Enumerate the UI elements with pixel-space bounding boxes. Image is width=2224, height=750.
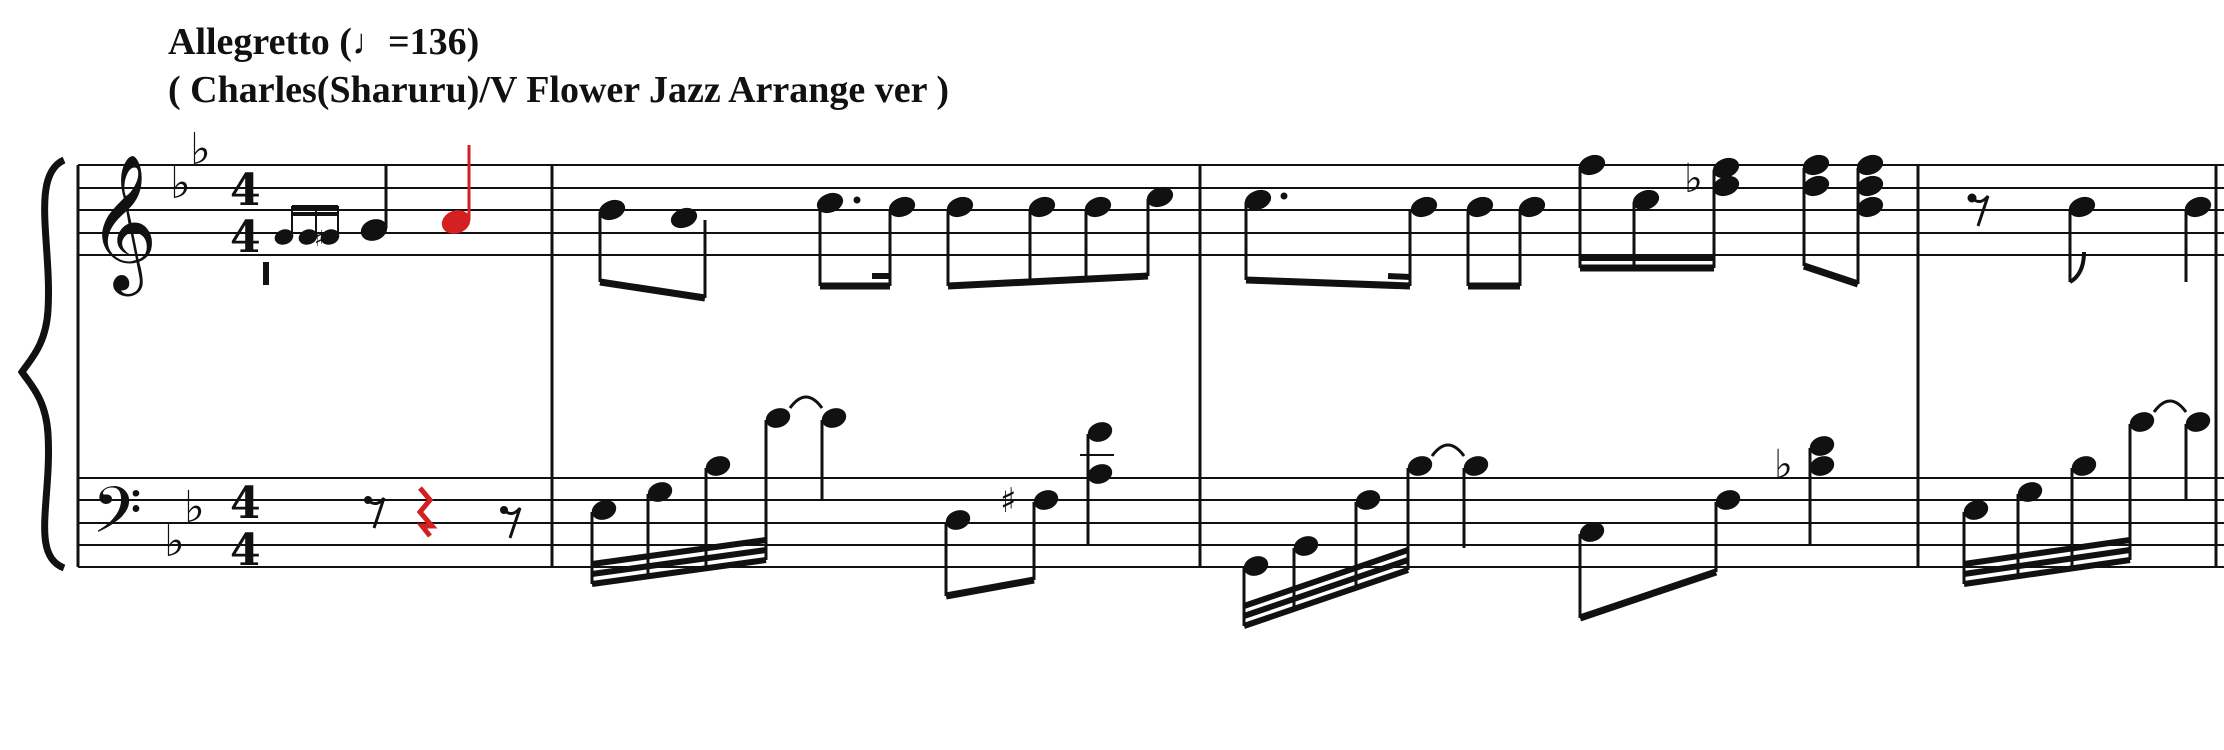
time-signature-bottom: 4	[230, 212, 261, 263]
tempo-open: (	[339, 21, 352, 63]
flat-icon: ♭	[1684, 156, 1703, 202]
measure-2-treble	[597, 184, 1176, 298]
time-signature-bottom: 4	[230, 525, 261, 576]
quarter-rest-icon	[420, 488, 432, 536]
treble-clef-icon: 𝄞	[88, 152, 158, 290]
tempo-word: Allegretto	[168, 21, 330, 63]
flat-icon: ♭	[1774, 442, 1793, 488]
flat-icon: ♭	[170, 158, 191, 209]
treble-key-signature	[170, 124, 211, 209]
grand-staff-brace	[22, 160, 64, 568]
bass-staff	[78, 478, 2224, 567]
quarter-note-icon: ♩	[351, 22, 388, 62]
time-signature-top: 4	[230, 478, 261, 529]
current-note-highlight	[439, 145, 473, 237]
arrangement-subtitle: ( Charles(Sharuru)/V Flower Jazz Arrange ver )	[168, 69, 949, 111]
flat-icon: ♭	[184, 482, 205, 533]
time-signature-top: 4	[230, 165, 261, 216]
sharp-icon: ♯	[1000, 481, 1017, 521]
time-signature-treble	[230, 165, 261, 263]
measure-4-bass	[1962, 401, 2213, 584]
measure-1-treble	[266, 165, 390, 285]
measure-4-treble	[1968, 194, 2213, 282]
flat-icon: ♭	[164, 516, 185, 567]
bass-key-signature	[164, 482, 205, 567]
treble-staff	[78, 165, 2224, 255]
bass-clef-icon: 𝄢	[92, 474, 143, 564]
measure-3-bass	[1242, 433, 1837, 626]
tempo-value: =136)	[387, 21, 480, 63]
flat-icon: ♭	[190, 124, 211, 175]
measure-1-bass	[364, 488, 520, 538]
sharp-icon: ♯	[314, 227, 325, 252]
measure-3-treble	[1243, 152, 1886, 286]
time-signature-bass	[230, 478, 261, 576]
